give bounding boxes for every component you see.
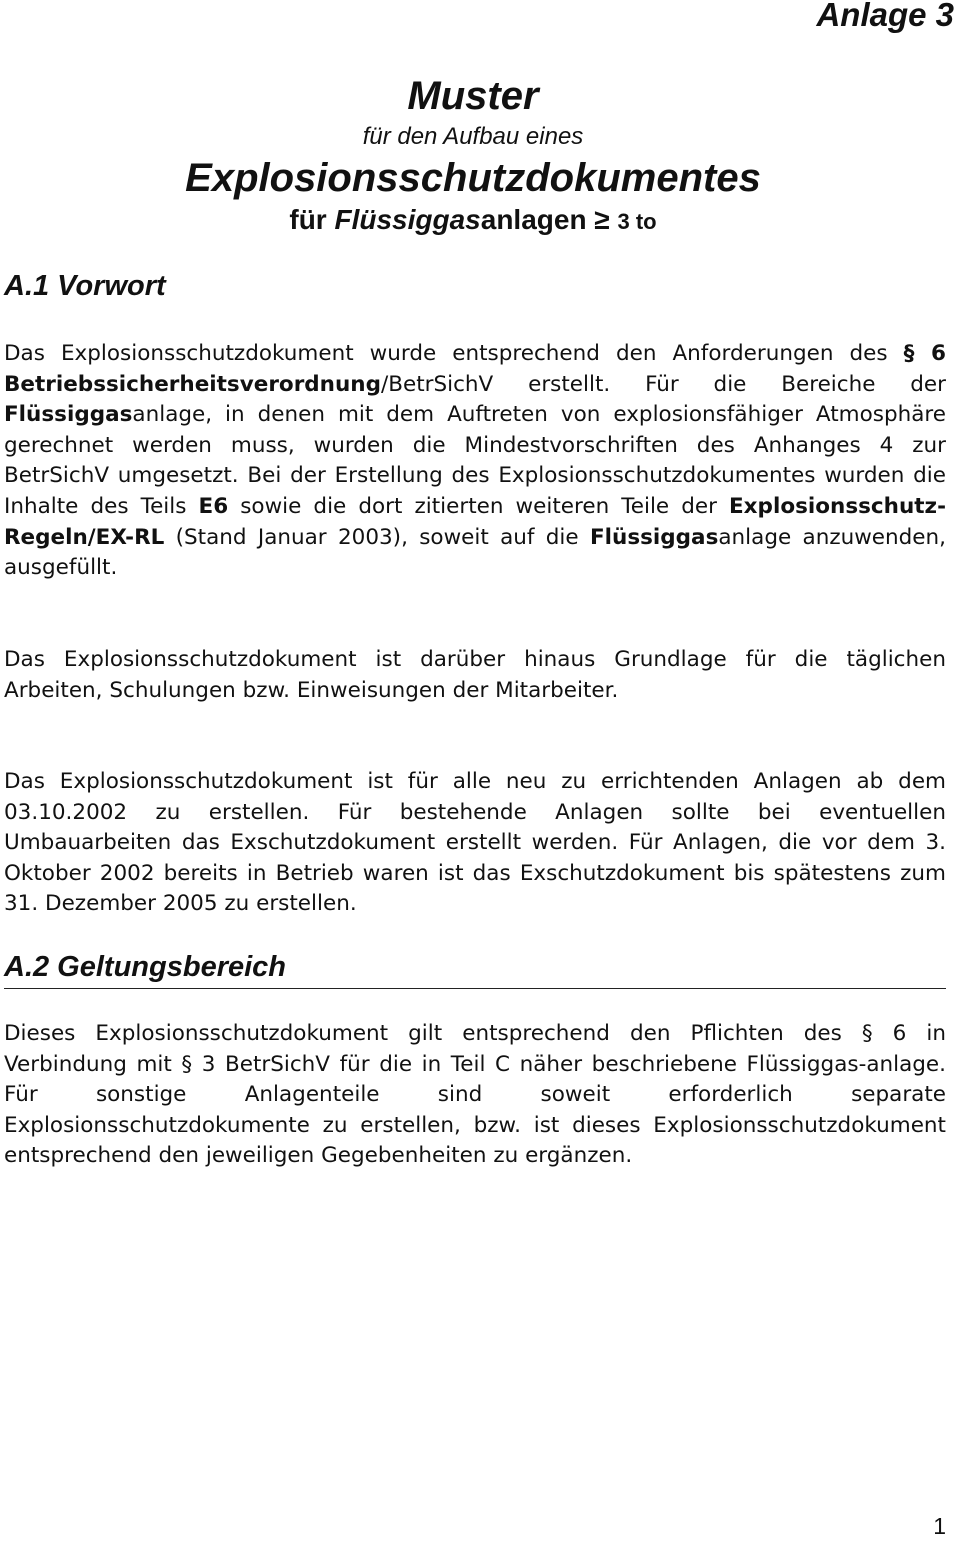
text-run: Das Explosionsschutzdokument wurde entsprechend den Anforderungen des — [4, 341, 904, 366]
text-run: /BetrSichV erstellt. Für die Bereiche der — [381, 371, 946, 397]
section-heading-vorwort: A.1 Vorwort — [4, 270, 166, 302]
subtitle-italic: Flüssiggas — [334, 204, 481, 235]
page-number: 1 — [933, 1513, 946, 1539]
document-title-muster: Muster — [407, 74, 539, 118]
text-run: sowie die dort zitierten weiteren Teile der — [228, 493, 729, 519]
text-run-bold: Flüssiggas — [589, 524, 719, 550]
subtitle-prefix: für — [289, 204, 335, 235]
section-heading-geltungsbereich: A.2 Geltungsbereich — [4, 951, 946, 989]
document-subtitle-line1: für den Aufbau eines — [362, 123, 584, 150]
subtitle-quantity: 3 to — [617, 209, 657, 234]
paragraph-vorwort-3: Das Explosionsschutzdokument ist für alle neu zu errichtenden Anlagen ab dem 03.10.2002 zu erstellen. Für bestehende Anlagen sollte bei eventuellen Umbauarbeiten das Exschutzdokument erstellt werden. Für Anlagen, die vor dem 3. Oktober 2002 bereits in Betrieb waren ist das Exschutzdokument bis spätestens zum 31. Dezember 2005 zu erstellen. — [4, 769, 946, 917]
paragraph-geltungsbereich: Dieses Explosionsschutzdokument gilt entsprechend den Pflichten des § 6 in Verbindung mit § 3 BetrSichV für die in Teil C näher beschriebene Flüssiggas-anlage. Für sonstige Anlagenteile sind soweit erforderlich separate Explosionsschutzdokumente zu erstellen, bzw. ist dieses Explosionsschutzdokument entsprechend den jeweiligen Gegebenheiten zu ergänzen. — [4, 1021, 946, 1169]
subtitle-suffix: anlagen — [480, 204, 587, 235]
text-run-bold: § 6 Betriebssicherheitsverordnung — [4, 341, 946, 397]
document-title-main: Explosionsschutzdokumentes — [185, 156, 761, 200]
document-subtitle-line2 — [0, 204, 946, 236]
text-run-bold: Explosionsschutz-Regeln/EX-RL — [4, 493, 946, 550]
text-run: (Stand Januar 2003), soweit auf die — [164, 524, 590, 550]
text-run-bold: E6 — [198, 493, 229, 519]
subtitle-ge-symbol: ≥ — [594, 204, 610, 235]
text-run: anlage, in denen mit dem Auftreten von explosionsfähiger Atmosphäre gerechnet werden muss, wurden die Mindestvorschriften des Anhanges 4 zur BetrSichV umgesetzt. Bei der Erstellung des Explosionsschutzdokumentes wurden die Inhalte des Teils — [4, 402, 946, 519]
text-run: anlage anzuwenden, ausgefüllt. — [4, 524, 946, 581]
text-run-bold: Flüssiggas — [4, 402, 133, 428]
anlage-label: Anlage 3 — [816, 0, 954, 33]
paragraph-vorwort-1 — [4, 339, 946, 584]
paragraph-vorwort-2: Das Explosionsschutzdokument ist darüber hinaus Grundlage für die täglichen Arbeiten, Schulungen bzw. Einweisungen der Mitarbeiter. — [4, 647, 946, 703]
